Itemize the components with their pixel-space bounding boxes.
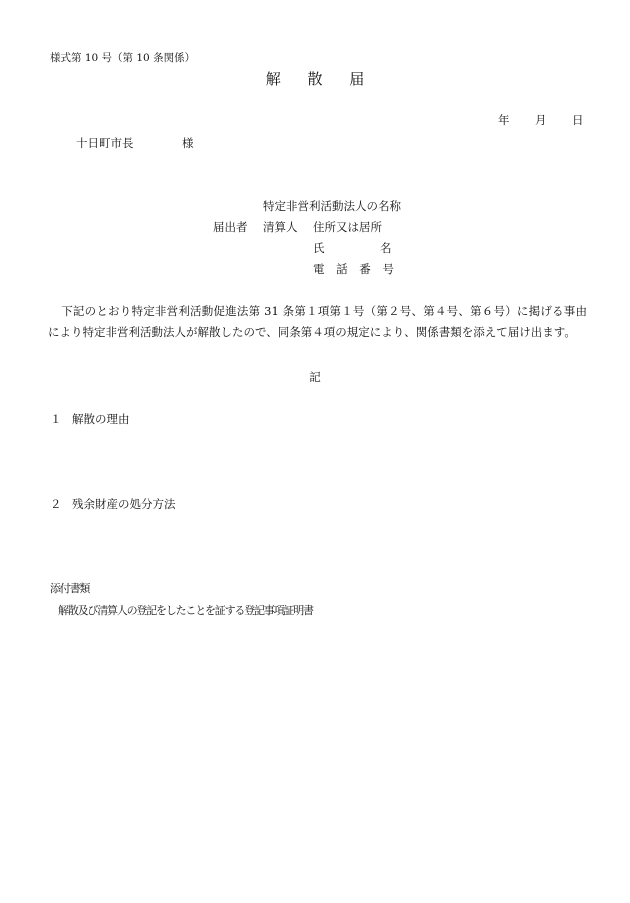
corporation-name-label: 特定非営利活動法人の名称 xyxy=(263,199,401,213)
section-label: 解散の理由 xyxy=(72,412,130,426)
date-month-label: 月 xyxy=(535,113,547,127)
attachment-item: 解散及び清算人の登記をしたことを証する登記事項証明書 xyxy=(58,604,313,617)
address-label: 住所又は居所 xyxy=(313,220,382,234)
name-label-first: 氏 xyxy=(313,241,325,255)
section-residual-assets xyxy=(50,499,176,511)
addressee-honorific: 様 xyxy=(182,136,194,150)
section-number: ２ xyxy=(50,497,62,511)
section-number: １ xyxy=(50,412,62,426)
body-paragraph-text: 下記のとおり特定非営利活動促進法第 31 条第１項第１号（第２号、第４号、第６号）に掲げる事由により特定非営利活動法人が解散したので、同条第４項の規定により、関係書類を添えて届け出ます。 xyxy=(48,304,587,339)
section-label: 残余財産の処分方法 xyxy=(72,497,176,511)
filer-label: 届出者 xyxy=(213,220,248,234)
section-dissolution-reason xyxy=(50,414,130,426)
document-title: 解 散 届 xyxy=(265,70,376,88)
phone-label: 電 話 番 号 xyxy=(313,262,398,276)
date-day-label: 日 xyxy=(572,113,584,127)
form-number: 様式第 10 号（第 10 条関係） xyxy=(50,52,196,64)
attachments-heading: 添付書類 xyxy=(50,582,90,595)
name-label-second: 名 xyxy=(380,241,392,255)
body-paragraph xyxy=(48,301,587,343)
addressee-name: 十日町市長 xyxy=(76,136,134,150)
ki-heading: 記 xyxy=(309,370,321,384)
liquidator-label: 清算人 xyxy=(263,220,298,234)
date-year-label: 年 xyxy=(498,113,510,127)
